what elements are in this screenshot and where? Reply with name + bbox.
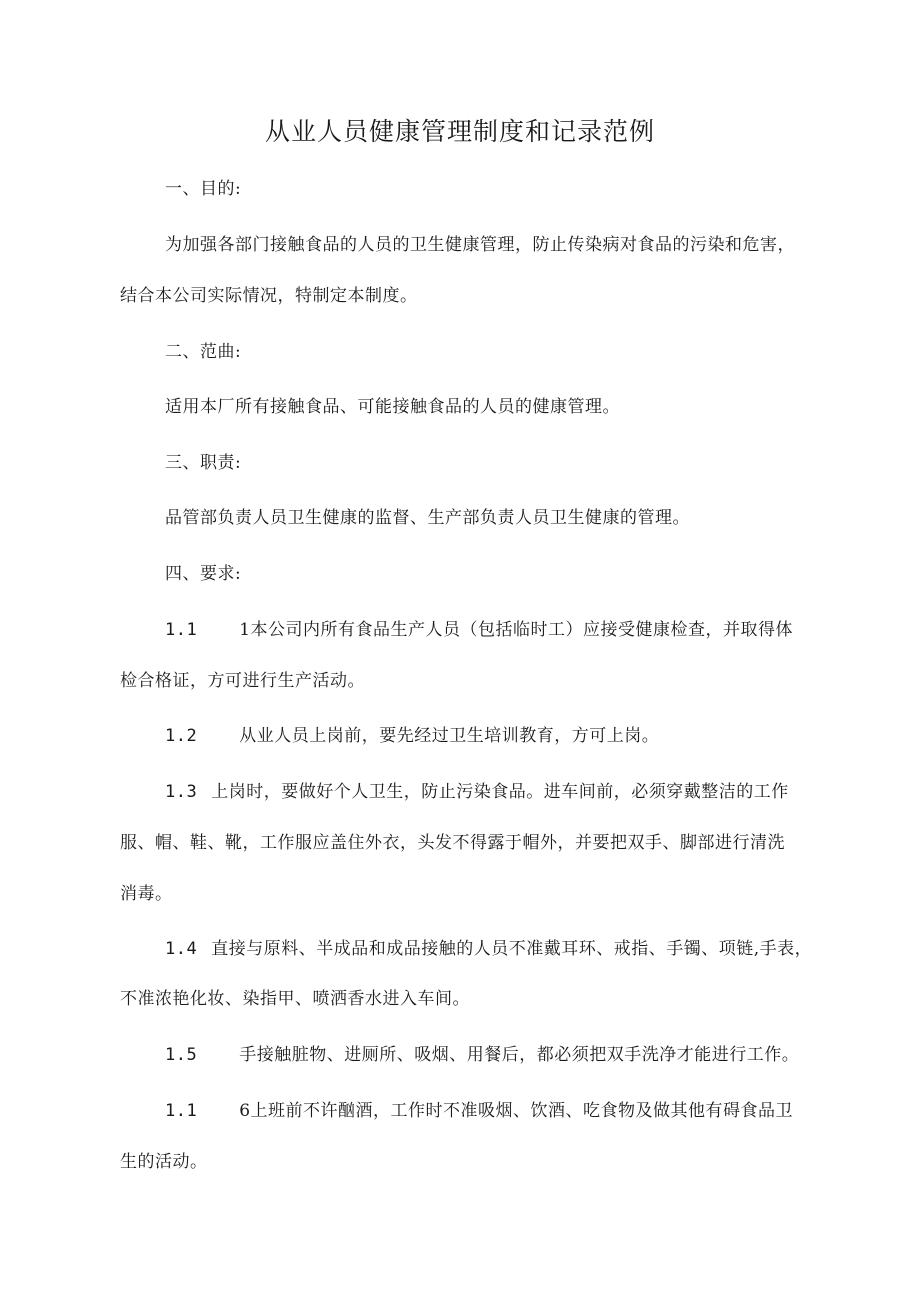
requirement-text: 手接触脏物、进厕所、吸烟、用餐后，都必须把双手洗净才能进行工作。 bbox=[239, 1045, 800, 1065]
requirement-text: 6上班前不许酗酒，工作时不准吸烟、饮酒、吃食物及做其他有碍食品卫 bbox=[239, 1101, 794, 1121]
requirement-item-line bbox=[165, 1042, 799, 1068]
page-title: 从业人员健康管理制度和记录范例 bbox=[264, 117, 655, 146]
section-heading-purpose: 一、目的: bbox=[165, 179, 242, 199]
requirement-number: 1.2 bbox=[165, 726, 198, 746]
purpose-text-line-2: 结合本公司实际情况，特制定本制度。 bbox=[120, 286, 418, 306]
requirement-text: 从业人员上岗前，要先经过卫生培训教育，方可上岗。 bbox=[239, 726, 660, 746]
scope-heading-text: 二、范曲: bbox=[165, 342, 242, 362]
section-heading-requirements: 四、要求: bbox=[165, 564, 242, 584]
requirement-item-line bbox=[165, 1098, 793, 1124]
requirement-number: 1.3 bbox=[165, 782, 198, 802]
requirement-number: 1.4 bbox=[165, 939, 198, 959]
requirement-text: 1本公司内所有食品生产人员（包括临时工）应接受健康检查，并取得体 bbox=[239, 620, 794, 640]
requirement-number: 1.1 bbox=[165, 1101, 198, 1121]
scope-text-line-1: 适用本厂所有接触食品、可能接触食品的人员的健康管理。 bbox=[165, 397, 620, 417]
requirement-item-line bbox=[165, 723, 659, 749]
requirement-item-continuation: 不准浓艳化妆、染指甲、喷洒香水进入车间。 bbox=[120, 989, 470, 1009]
duty-text-line-1: 品管部负责人员卫生健康的监督、生产部负责人员卫生健康的管理。 bbox=[165, 508, 690, 528]
section-heading-duty: 三、职责: bbox=[165, 453, 242, 473]
requirement-item-continuation: 检合格证，方可进行生产活动。 bbox=[120, 671, 365, 691]
section-heading-scope bbox=[165, 339, 241, 365]
requirement-item-continuation: 生的活动。 bbox=[120, 1152, 208, 1172]
requirement-item-line bbox=[165, 936, 812, 962]
requirement-number: 1.1 bbox=[165, 620, 198, 640]
requirement-text: 直接与原料、半成品和成品接触的人员不准戴耳环、戒指、手镯、项链,手表， bbox=[211, 939, 813, 959]
purpose-text-line-1: 为加强各部门接触食品的人员的卫生健康管理，防止传染病对食品的污染和危害， bbox=[165, 235, 795, 255]
requirement-item-continuation: 服、帽、鞋、靴，工作服应盖住外衣，头发不得露于帽外，并要把双手、脚部进行清洗 bbox=[120, 833, 785, 853]
requirement-item-line bbox=[165, 779, 789, 805]
requirement-text: 上岗时，要做好个人卫生，防止污染食品。进车间前，必须穿戴整洁的工作 bbox=[211, 782, 789, 802]
requirement-item-line bbox=[165, 617, 793, 643]
requirement-item-continuation: 消毒。 bbox=[120, 884, 173, 904]
requirement-number: 1.5 bbox=[165, 1045, 198, 1065]
